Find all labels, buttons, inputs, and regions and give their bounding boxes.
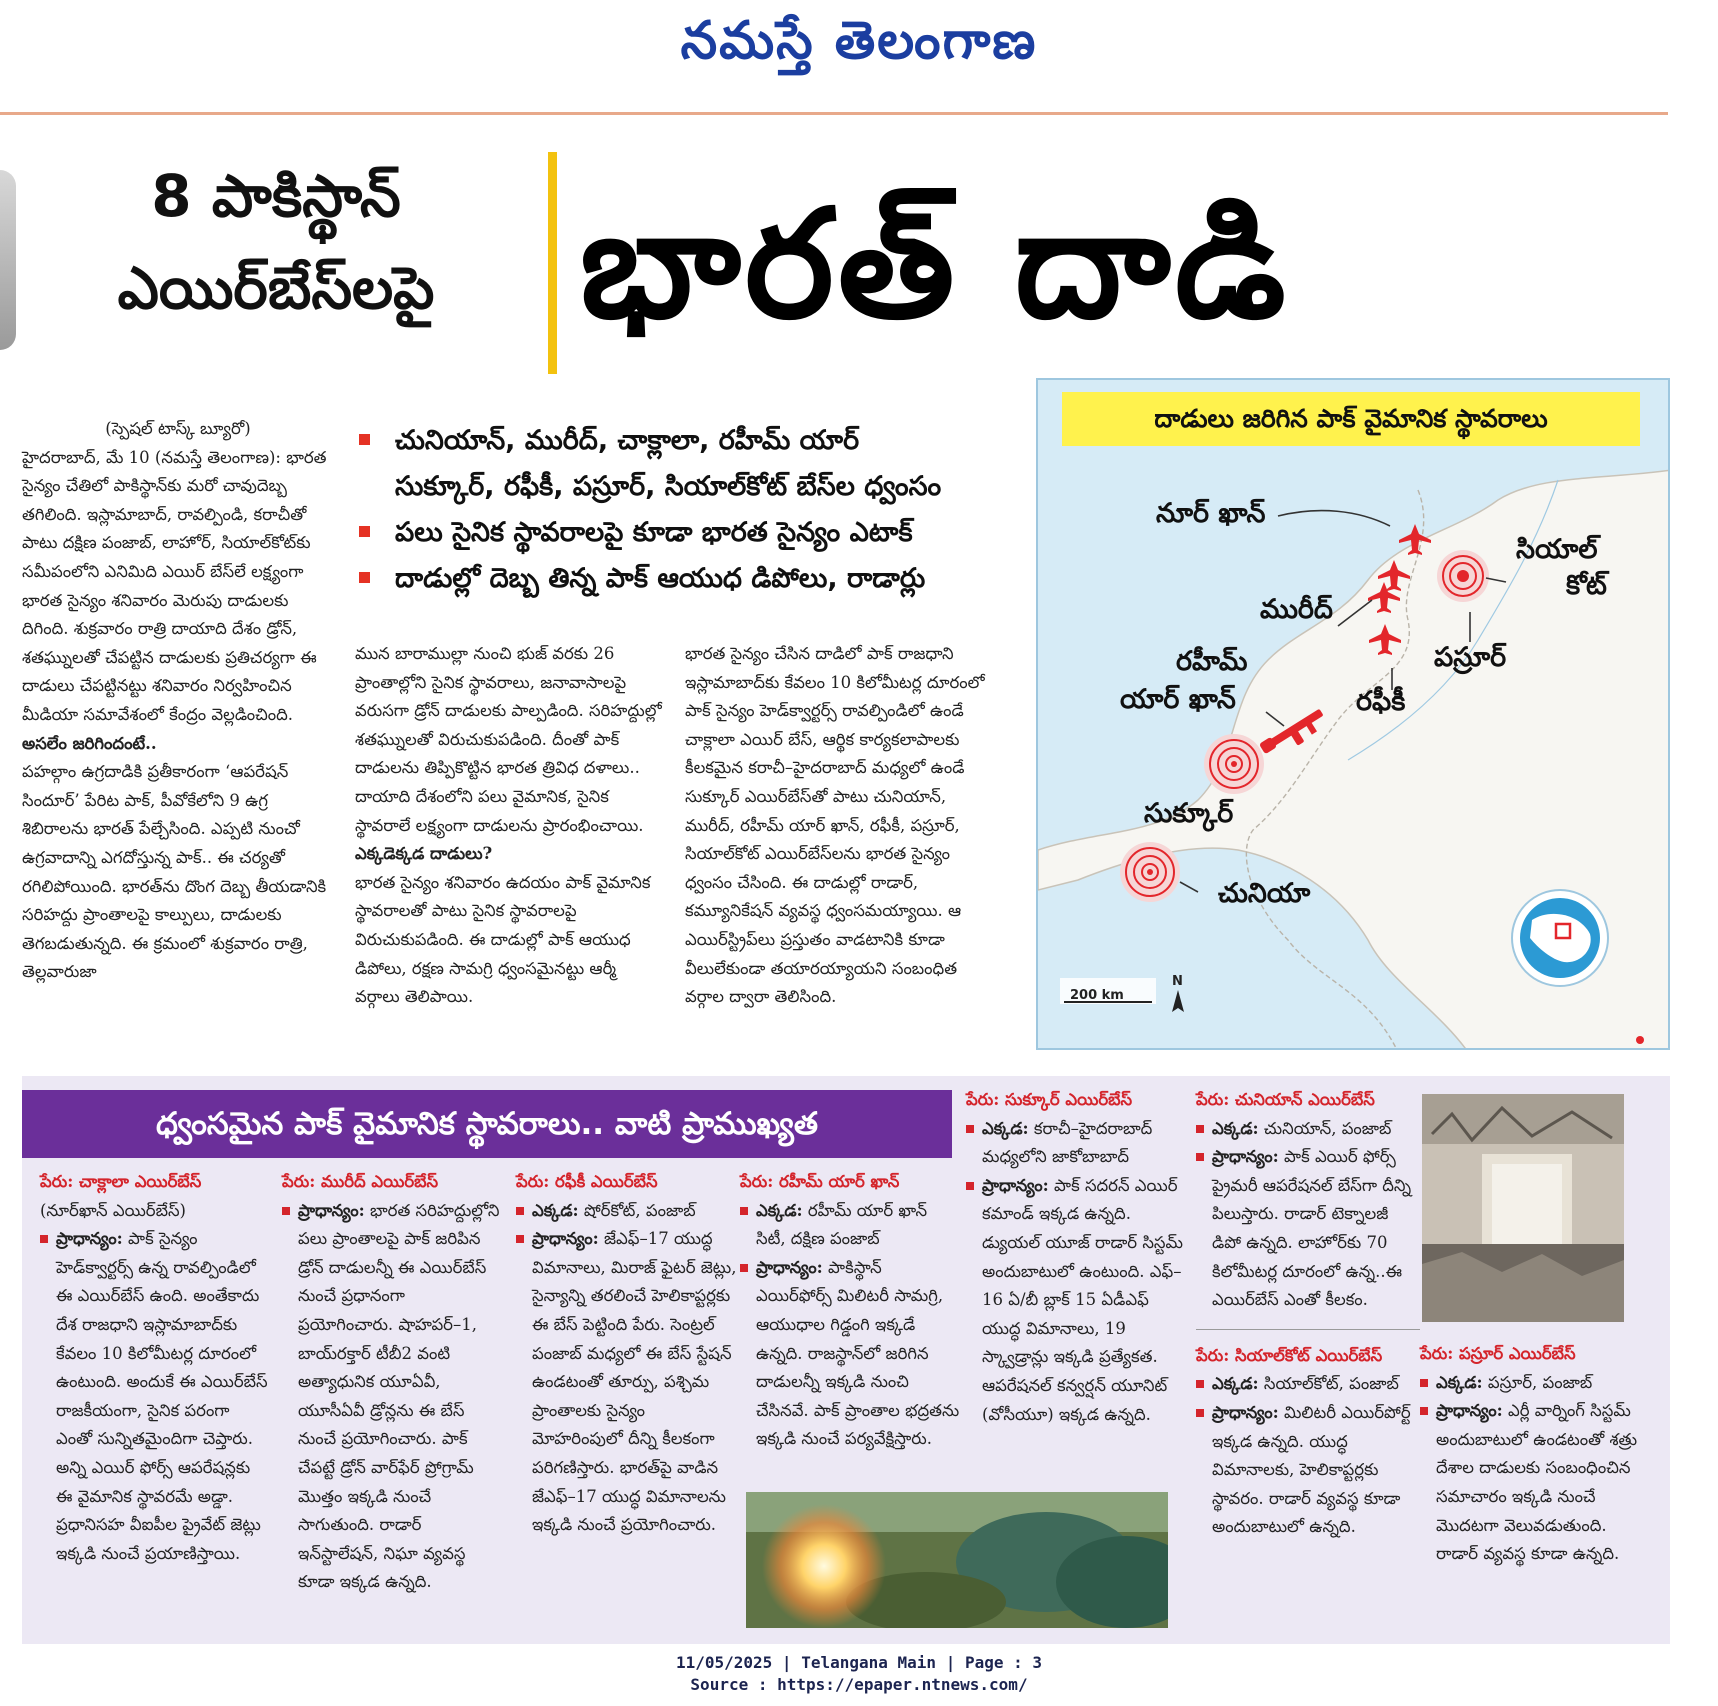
damaged-room-graphic: [1422, 1094, 1624, 1322]
importance-label: ప్రాధాన్యం:: [1212, 1402, 1279, 1422]
city-murid: మురీద్: [1260, 594, 1333, 625]
article-paragraph: హైదరాబాద్, మే 10 (నమస్తే తెలంగాణ): భారత సైన్యం చేతిలో పాకిస్థాన్‌కు మరో చావుదెబ్బ తగిలింది. ఇస్లామాబాద్, రావల్పిండి, కరాచీతో పాటు దక్షిణ పంజాబ్, లాహోర్, సియాల్‌కోట్‌కు సమీపంలోని ఎనిమిది ఎయిర్ బేస్‌లే లక్ష్యంగా భారత సైన్యం శనివారం మెరుపు దాడులకు దిగింది. శుక్రవారం రాత్రి దాయాది దేశం డ్రోన్, శతఘ్నులతో చేపట్టిన దాడులకు ప్రతిచర్యగా ఈ దాడులు చేపట్టినట్టు శనివారం నిర్వహించిన మీడియా సమావేశంలో కేంద్రం వెల్లడించింది.: [22, 447, 327, 724]
airbase-location: [966, 1115, 1188, 1172]
airbase-sukkur: [966, 1086, 1188, 1429]
highlight-item: చునియాన్, మురీద్, చాక్లాలా, రహీమ్ యార్: [355, 418, 995, 464]
highlight-item: పలు సైనిక స్థావరాలపై కూడా భారత సైన్యం ఎటాక్: [355, 510, 995, 556]
importance-label: ప్రాధాన్యం:: [298, 1200, 365, 1220]
importance-text: పాక్ సదరన్ ఎయిర్ కమాండ్ ఇక్కడ ఉన్నది. డ్యుయల్ యూజ్ రాడార్ సిస్టమ్ అందుబాటులో ఉంటుంది. ఎఫ్–16 ఏ/బీ బ్లాక్ 15 ఏడీఎఫ్ యుద్ధ విమానాలు, 19 స్క్వాడ్రాన్లు ఇక్కడి ప్రత్యేకత. ఆపరేషనల్ కన్వర్షన్ యూనిట్ (వోసీయూ) ఇక్కడ ఉన్నది.: [982, 1175, 1183, 1424]
city-rahim-line2: యార్ ఖాన్: [1120, 684, 1236, 715]
highlight-item-continued: సుక్కూర్, రఫీకీ, పస్రూర్, సియాల్‌కోట్ బేస్‌ల ధ్వంసం: [395, 471, 942, 502]
byline: (స్పెషల్ టాస్క్ బ్యూరో): [105, 419, 251, 438]
article-paragraph: మున బారాముల్లా నుంచి భుజ్ వరకు 26 ప్రాంతాల్లోని సైనిక స్థావరాలు, జనావాసాలపై వరుసగా డ్రోన్ దాడులకు పాల్పడింది. సరిహద్దుల్లో శతఘ్నులతో విరుచుకుపడింది. దీంతో పాక్ దాడులను తిప్పికొట్టిన భారత త్రివిధ దళాలు.. దాయాది దేశంలోని పలు వైమానిక, సైనిక స్థావరాలే లక్ష్యంగా దాడులను ప్రారంభించాయి.: [355, 644, 662, 835]
city-sialkot-line1: సియాల్: [1516, 534, 1598, 565]
location-label: ఎక్కడ:: [1212, 1374, 1259, 1394]
map-title: దాడులు జరిగిన పాక్ వైమానిక స్థావరాలు: [1154, 404, 1548, 433]
airbase-chaklala: [40, 1168, 268, 1568]
airbase-importance: [966, 1172, 1188, 1429]
article-column-1: [22, 415, 334, 987]
importance-label: ప్రాధాన్యం:: [982, 1175, 1049, 1195]
importance-text: పాక్ సైన్యం హెడ్‌క్వార్టర్స్ ఉన్న రావల్పిండిలో ఈ ఎయిర్‌బేస్ ఉంది. అంతేకాదు దేశ రాజధాని ఇస్లామాబాద్‌కు కేవలం 10 కిలోమీటర్ల దూరంలో ఉంటుంది. అందుకే ఈ ఎయిర్‌బేస్ రాజకీయంగా, సైనిక పరంగా ఎంతో సున్నితమైందిగా చెప్తారు. అన్ని ఎయిర్ ఫోర్స్ ఆపరేషన్లకు ఈ వైమానిక స్థావరమే అడ్డా. ప్రధానిసహ వీఐపీల ప్రైవేట్ జెట్లు ఇక్కడి నుంచే ప్రయాణిస్తాయి.: [56, 1229, 268, 1563]
globe-icon: [1512, 890, 1608, 986]
divider: [1196, 1329, 1420, 1330]
importance-label: ప్రాధాన్యం:: [56, 1229, 123, 1249]
airbase-name: పేరు: చాక్లాలా ఎయిర్‌బేస్: [40, 1172, 202, 1191]
airbase-importance: [282, 1197, 504, 1597]
article-column-3: [685, 640, 993, 1012]
headline-main: భారత్ దాడి: [580, 178, 1290, 352]
city-noor-khan: నూర్ ఖాన్: [1156, 498, 1266, 529]
airbase-name: పేరు: రహీమ్ యార్ ఖాన్: [740, 1172, 900, 1191]
importance-text: జేఎఫ్–17 యుద్ధ విమానాలు, మిరాజ్ ఫైటర్ జెట్లు, సైన్యాన్ని తరలించే హెలికాప్టర్లకు ఈ బేస్ పెట్టింది పేరు. సెంట్రల్ పంజాబ్ మధ్యలో ఈ బేస్ స్టేషన్ ఉండటంతో తూర్పు, పశ్చిమ ప్రాంతాలకు సైన్యం మోహరింపులో దీన్ని కీలకంగా పరిగణిస్తారు. భారత్‌పై వాడిన జేఎఫ్–17 యుద్ధ విమానాలను ఇక్కడి నుంచే ప్రయోగించారు.: [532, 1229, 737, 1535]
city-pasrur: పస్రూర్: [1434, 642, 1507, 673]
location-text: రహీమ్ యార్ ఖాన్ సిటీ, దక్షిణ పంజాబ్: [756, 1200, 928, 1249]
airbase-map: [1036, 378, 1670, 1050]
target-chunian-icon: [1120, 842, 1180, 902]
photo-edge: [0, 170, 16, 350]
city-rafiqui: రఫీకీ: [1356, 686, 1406, 717]
location-label: ఎక్కడ:: [1212, 1118, 1259, 1138]
headline-divider: [548, 152, 557, 374]
importance-label: ప్రాధాన్యం:: [756, 1257, 823, 1277]
airbase-importance: [1420, 1397, 1650, 1569]
article-paragraph: పహల్గాం ఉగ్రదాడికి ప్రతీకారంగా ‘ఆపరేషన్ సిందూర్’ పేరిట పాక్, పీవోకేలోని 9 ఉగ్ర శిబిరాలను భారత్ పేల్చేసింది. ఎప్పటి నుంచో ఉగ్రవాదాన్ని ఎగదోస్తున్న పాక్.. ఈ చర్యతో రగిలిపోయింది. భారత్‌ను దొంగ దెబ్బ తీయడానికి సరిహద్దు ప్రాంతాలపై కాల్పులు, దాడులకు తెగబడుతున్నది. ఈ క్రమంలో శుక్రవారం రాత్రి, తెల్లవారుజా: [22, 762, 327, 982]
target-sukkur-icon: [1204, 734, 1264, 794]
masthead-rule: [0, 112, 1668, 115]
airbase-name: పేరు: సుక్కూర్ ఎయిర్‌బేస్: [966, 1090, 1133, 1109]
corner-dot-icon: [1636, 1036, 1644, 1044]
city-rahim-line1: రహీమ్: [1176, 646, 1248, 677]
importance-text: మిలిటరీ ఎయిర్‌పోర్ట్ ఇక్కడ ఉన్నది. యుద్ధ విమానాలకు, హెలికాప్టర్లకు స్థావరం. రాడార్ వ్యవస్థ కూడా అందుబాటులో ఉన్నది.: [1212, 1402, 1411, 1537]
article-subhead: ఎక్కడెక్కడ దాడులు?: [355, 844, 493, 864]
airbase-importance: [740, 1254, 960, 1454]
location-text: సియాల్‌కోట్, పంజాబ్: [1263, 1374, 1399, 1394]
airbase-location: [1196, 1115, 1420, 1144]
airbase-column-chunian-sialkot: [1196, 1086, 1420, 1542]
airbase-pasrur: [1420, 1340, 1650, 1569]
target-sialkot-icon: [1437, 550, 1489, 602]
page-footer: [0, 1652, 1718, 1696]
importance-label: ప్రాధాన్యం:: [1436, 1401, 1503, 1421]
city-sialkot-line2: కోట్: [1566, 570, 1607, 601]
airbase-name: పేరు: చునియాన్ ఎయిర్‌బేస్: [1196, 1090, 1375, 1109]
airbase-rahim-yar-khan: [740, 1168, 960, 1454]
north-label: N: [1172, 974, 1183, 989]
headline-kicker-line1: 8 పాకిస్థాన్: [151, 162, 401, 230]
city-sukkur: సుక్కూర్: [1144, 798, 1234, 829]
footer-source: Source : https://epaper.ntnews.com/: [690, 1675, 1028, 1694]
attack-photo: [746, 1492, 1168, 1628]
location-text: చునియాన్, పంజాబ్: [1263, 1118, 1392, 1138]
importance-text: పాకిస్థాన్ ఎయిర్‌ఫోర్స్ మిలిటరీ సామగ్రి, ఆయుధాల గిడ్డంగి ఇక్కడే ఉన్నది. రాజస్థాన్‌లో జరిగిన దాడులన్నీ ఇక్కడి నుంచి చేసినవే. పాక్ ప్రాంతాల భద్రతను ఇక్కడి నుంచే పర్యవేక్షిస్తారు.: [756, 1257, 960, 1449]
masthead: [0, 0, 1718, 118]
airbase-location: [740, 1197, 960, 1254]
highlights: [355, 418, 995, 602]
airbase-name: పేరు: సియాల్‌కోట్ ఎయిర్‌బేస్: [1196, 1345, 1383, 1365]
airbase-importance: [516, 1225, 738, 1540]
airbase-location: [1420, 1369, 1650, 1398]
importance-text: పాక్ ఎయిర్ ఫోర్స్ ప్రైమరీ ఆపరేషనల్ బేస్‌గా దీన్ని పిలుస్తారు. రాడార్ టెక్నాలజీ డిపో ఉన్నది. లాహోర్‌కు 70 కిలోమీటర్ల దూరంలో ఉన్న..ఈ ఎయిర్‌బేస్ ఎంతో కీలకం.: [1212, 1147, 1412, 1310]
footer-edition: 11/05/2025 | Telangana Main | Page : 3: [675, 1653, 1043, 1672]
article-paragraph: భారత సైన్యం శనివారం ఉదయం పాక్ వైమానిక స్థావరాలతో పాటు సైనిక స్థావరాలపై విరుచుకుపడింది. ఈ దాడుల్లో పాక్ ఆయుధ డిపోలు, రక్షణ సామగ్రి ధ్వంసమైనట్టు ఆర్మీ వర్గాలు తెలిపాయి.: [355, 872, 651, 1007]
airbase-name: పేరు: మురీద్ ఎయిర్‌బేస్: [282, 1172, 439, 1191]
airbase-name: పేరు: పస్రూర్ ఎయిర్‌బేస్: [1420, 1344, 1576, 1363]
airbase-importance: [1196, 1143, 1420, 1315]
airbase-location: [516, 1197, 738, 1226]
damaged-room-photo: [1422, 1094, 1624, 1322]
location-label: ఎక్కడ:: [756, 1200, 803, 1220]
article-subhead: అసలేం జరిగిందంటే..: [22, 733, 157, 753]
highlight-item: దాడుల్లో దెబ్బ తిన్న పాక్ ఆయుధ డిపోలు, రాడార్లు: [355, 556, 995, 602]
location-text: పస్రూర్, పంజాబ్: [1487, 1372, 1593, 1392]
airbase-location: [1196, 1370, 1420, 1399]
location-label: ఎక్కడ:: [982, 1118, 1029, 1138]
importance-text: ఎర్లీ వార్నింగ్ సిస్టమ్ అందుబాటులో ఉండటంతో శత్రు దేశాల దాడులకు సంబంధించిన సమాచారం ఇక్కడి నుంచే మొదటగా వెలువడుతుంది. రాడార్ వ్యవస్థ కూడా ఉన్నది.: [1436, 1401, 1638, 1564]
airbase-name: పేరు: రఫీకీ ఎయిర్‌బేస్: [516, 1172, 658, 1191]
airbase-importance: [1196, 1399, 1420, 1542]
headline-kicker: [22, 150, 530, 334]
location-label: ఎక్కడ:: [532, 1200, 579, 1220]
attack-photo-graphic: [746, 1492, 1168, 1628]
city-chunian: చునియా: [1218, 878, 1311, 909]
headline-kicker-line2: ఎయిర్‌బేస్‌లపై: [117, 254, 435, 322]
airbase-murid: [282, 1168, 504, 1597]
location-label: ఎక్కడ:: [1436, 1372, 1483, 1392]
location-text: షోర్‌కోట్, పంజాబ్: [583, 1200, 696, 1220]
importance-text: భారత సరిహద్దుల్లోని పలు ప్రాంతాలపై పాక్ జరిపిన డ్రోన్ దాడులన్నీ ఈ ఎయిర్‌బేస్ నుంచే ప్రధానంగా ప్రయోగించారు. షాహపర్–1, బాయ్‌రక్తార్ టీబీ2 వంటి అత్యాధునిక యూఏవీ, యూసీఏవీ డ్రోన్లను ఈ బేస్ నుంచే ప్రయోగించారు. పాక్ చేపట్టే డ్రోన్ వార్‌ఫేర్ ప్రోగ్రామ్ మొత్తం ఇక్కడి నుంచే సాగుతుంది. రాడార్ ఇన్‌స్టాలేషన్, నిఘా వ్యవస్థ కూడా ఇక్కడ ఉన్నది.: [298, 1200, 500, 1592]
importance-label: ప్రాధాన్యం:: [1212, 1147, 1279, 1167]
newspaper-title: నమస్తే తెలంగాణ: [680, 10, 1038, 71]
airbase-alt-name: (నూర్‌ఖాన్ ఎయిర్‌బేస్): [40, 1200, 186, 1220]
airbase-importance: [40, 1225, 268, 1568]
box-banner-title: ధ్వంసమైన పాక్ వైమానిక స్థావరాలు.. వాటి ప్రాముఖ్యత: [156, 1106, 818, 1142]
location-text: కరాచీ–హైదరాబాద్ మధ్యలోని జాకోబాబాద్: [982, 1118, 1153, 1167]
scale-label: 200 km: [1070, 988, 1124, 1003]
article-paragraph: భారత సైన్యం చేసిన దాడిలో పాక్ రాజధాని ఇస్లామాబాద్‌కు కేవలం 10 కిలోమీటర్ల దూరంలో పాక్ సైన్యం హెడ్‌క్వార్టర్స్ రావల్పిండిలో ఉండే చాక్లాలా ఎయిర్ బేస్, ఆర్థిక కార్యకలాపాలకు కీలకమైన కరాచీ–హైదరాబాద్ మధ్యలో ఉండే సుక్కూర్ ఎయిర్‌బేస్‌తో పాటు చునియాన్, మురీద్, రహీమ్ యార్ ఖాన్, రఫీకీ, పస్రూర్, సియాల్‌కోట్ ఎయిర్‌బేస్‌లను భారత సైన్యం ధ్వంసం చేసింది. ఈ దాడుల్లో రాడార్, కమ్యూనికేషన్ వ్యవస్థ ధ్వంసమయ్యాయి. ఆ ఎయిర్‌స్ట్రిప్‌లు ప్రస్తుతం వాడటానికి కూడా వీలులేకుండా తయారయ్యాయని సంబంధిత వర్గాల ద్వారా తెలిసింది.: [685, 644, 985, 1007]
north-arrow-icon: [1172, 990, 1184, 1012]
importance-label: ప్రాధాన్యం:: [532, 1229, 599, 1249]
airbase-rafiqui: [516, 1168, 738, 1540]
article-column-2: [355, 640, 665, 1012]
